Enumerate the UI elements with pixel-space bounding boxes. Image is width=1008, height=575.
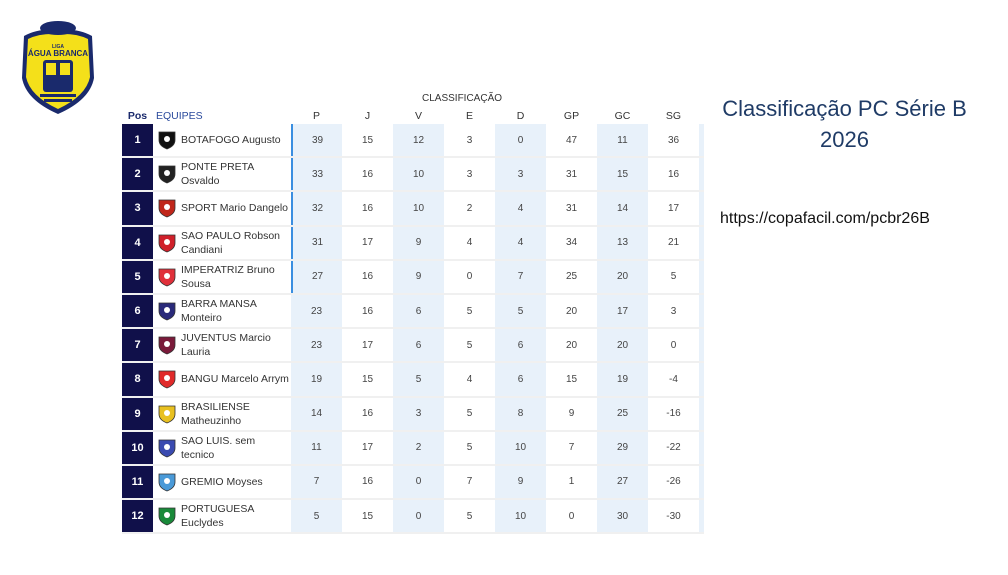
- overflow-column: [699, 363, 704, 395]
- v-cell: 6: [393, 295, 444, 327]
- d-cell: 4: [495, 192, 546, 224]
- gp-cell: 31: [565, 202, 578, 214]
- gc-cell: 30: [597, 500, 648, 532]
- header-sg: SG: [665, 110, 682, 122]
- v-cell: 3: [393, 398, 444, 430]
- table-row[interactable]: [122, 398, 704, 432]
- sg-cell: 5: [670, 271, 677, 283]
- overflow-column: [699, 329, 704, 361]
- j-cell: 16: [361, 305, 374, 317]
- p-cell: 39: [291, 124, 342, 156]
- team-cell: [153, 398, 291, 430]
- e-cell: 5: [466, 442, 473, 454]
- gc-cell: 19: [597, 363, 648, 395]
- overflow-column: [699, 466, 704, 498]
- team-crest-icon: [157, 233, 177, 253]
- position-cell: 1: [122, 124, 153, 156]
- table-row[interactable]: [122, 329, 704, 363]
- gp-cell: 47: [565, 134, 578, 146]
- gp-cell: 1: [568, 476, 575, 488]
- j-cell: 17: [361, 442, 374, 454]
- header-j: J: [364, 110, 371, 122]
- team-name: SAO PAULO Robson Candiani: [181, 229, 281, 256]
- team-name: JUVENTUS Marcio Lauria: [181, 332, 271, 359]
- j-cell: 17: [361, 237, 374, 249]
- j-cell: 16: [361, 408, 374, 420]
- position-cell: 7: [122, 329, 153, 361]
- team-cell: [153, 227, 291, 259]
- liga-agua-branca-logo: [18, 18, 98, 116]
- v-cell: 5: [393, 363, 444, 395]
- table-row[interactable]: [122, 432, 704, 466]
- url-link[interactable]: https://copafacil.com/pcbr26B: [720, 210, 930, 227]
- table-row[interactable]: [122, 500, 704, 534]
- e-cell: 5: [466, 510, 473, 522]
- gp-cell: 0: [568, 510, 575, 522]
- gc-cell: 20: [597, 329, 648, 361]
- overflow-column: [699, 158, 704, 190]
- table-row[interactable]: [122, 227, 704, 261]
- team-cell: [153, 124, 291, 156]
- gc-cell: 29: [597, 432, 648, 464]
- v-cell: 0: [393, 466, 444, 498]
- team-crest-icon: [157, 335, 177, 355]
- header-d: D: [516, 110, 525, 122]
- gc-cell: 25: [597, 398, 648, 430]
- gc-cell: 20: [597, 261, 648, 293]
- sg-cell: 21: [667, 237, 680, 249]
- p-cell: 19: [291, 363, 342, 395]
- overflow-column: [699, 500, 704, 532]
- position-cell: 2: [122, 158, 153, 190]
- d-cell: 3: [495, 158, 546, 190]
- team-cell: [153, 432, 291, 464]
- position-cell: 8: [122, 363, 153, 395]
- j-cell: 16: [361, 271, 374, 283]
- gp-cell: 7: [568, 442, 575, 454]
- table-row[interactable]: [122, 124, 704, 158]
- gp-cell: 34: [565, 237, 578, 249]
- header-v: V: [414, 110, 422, 122]
- header-team: EQUIPES: [156, 110, 203, 122]
- v-cell: 0: [393, 500, 444, 532]
- header-e: E: [465, 110, 473, 122]
- position-cell: 12: [122, 500, 153, 532]
- team-name: BRASILIENSE Matheuzinho: [181, 400, 250, 427]
- team-cell: [153, 192, 291, 224]
- v-cell: 10: [393, 192, 444, 224]
- team-name: PONTE PRETA Osvaldo: [181, 161, 254, 188]
- standings-rows: [122, 124, 704, 534]
- v-cell: 6: [393, 329, 444, 361]
- team-cell: [153, 500, 291, 532]
- table-row[interactable]: [122, 295, 704, 329]
- gc-cell: 14: [597, 192, 648, 224]
- team-name: BARRA MANSA Monteiro: [181, 298, 257, 325]
- team-name: IMPERATRIZ Bruno Sousa: [181, 263, 275, 290]
- team-crest-icon: [157, 164, 177, 184]
- gc-cell: 11: [597, 124, 648, 156]
- d-cell: 10: [495, 500, 546, 532]
- p-cell: 23: [291, 329, 342, 361]
- j-cell: 15: [361, 510, 374, 522]
- team-crest-icon: [157, 369, 177, 389]
- sg-cell: 17: [667, 202, 680, 214]
- overflow-column: [699, 295, 704, 327]
- team-crest-icon: [157, 472, 177, 492]
- gc-cell: 13: [597, 227, 648, 259]
- p-cell: 7: [291, 466, 342, 498]
- overflow-column: [699, 261, 704, 293]
- overflow-column: [699, 192, 704, 224]
- j-cell: 15: [361, 373, 374, 385]
- gc-cell: 15: [597, 158, 648, 190]
- team-cell: [153, 329, 291, 361]
- team-crest-icon: [157, 198, 177, 218]
- team-name: PORTUGUESA Euclydes: [181, 503, 254, 530]
- e-cell: 5: [466, 408, 473, 420]
- e-cell: 2: [466, 202, 473, 214]
- gp-cell: 15: [565, 373, 578, 385]
- gp-cell: 25: [565, 271, 578, 283]
- v-cell: 2: [393, 432, 444, 464]
- team-name: GREMIO Moyses: [181, 475, 263, 488]
- sg-cell: -16: [666, 408, 681, 420]
- j-cell: 16: [361, 168, 374, 180]
- table-title: CLASSIFICAÇÃO: [422, 93, 503, 104]
- position-cell: 4: [122, 227, 153, 259]
- d-cell: 6: [495, 363, 546, 395]
- team-crest-icon: [157, 506, 177, 526]
- p-cell: 33: [291, 158, 342, 190]
- header-gp: GP: [563, 110, 580, 122]
- overflow-column: [699, 398, 704, 430]
- p-cell: 27: [291, 261, 342, 293]
- gp-cell: 31: [565, 168, 578, 180]
- header-p: P: [312, 110, 320, 122]
- team-name: SPORT Mario Dangelo: [181, 202, 288, 215]
- team-cell: [153, 363, 291, 395]
- overflow-column: [699, 227, 704, 259]
- sg-cell: 36: [667, 134, 680, 146]
- table-row[interactable]: [122, 158, 704, 192]
- header-pos: Pos: [127, 110, 148, 122]
- page-title: [712, 93, 977, 155]
- gp-cell: 9: [568, 408, 575, 420]
- e-cell: 5: [466, 339, 473, 351]
- team-crest-icon: [157, 267, 177, 287]
- title-line-2: 2026: [820, 127, 869, 152]
- sg-cell: -4: [669, 373, 678, 385]
- title-line-1: Classificação PC Série B: [722, 96, 967, 121]
- j-cell: 17: [361, 339, 374, 351]
- v-cell: 9: [393, 227, 444, 259]
- table-row[interactable]: [122, 192, 704, 226]
- team-crest-icon: [157, 438, 177, 458]
- team-cell: [153, 158, 291, 190]
- gc-cell: 17: [597, 295, 648, 327]
- v-cell: 9: [393, 261, 444, 293]
- gp-cell: 20: [565, 339, 578, 351]
- team-name: SAO LUIS. sem tecnico: [181, 434, 256, 461]
- table-row[interactable]: [122, 466, 704, 500]
- position-cell: 11: [122, 466, 153, 498]
- position-cell: 3: [122, 192, 153, 224]
- table-row[interactable]: [122, 363, 704, 397]
- position-cell: 6: [122, 295, 153, 327]
- d-cell: 8: [495, 398, 546, 430]
- e-cell: 4: [466, 237, 473, 249]
- team-cell: [153, 261, 291, 293]
- p-cell: 32: [291, 192, 342, 224]
- e-cell: 3: [466, 134, 473, 146]
- d-cell: 9: [495, 466, 546, 498]
- e-cell: 7: [466, 476, 473, 488]
- sg-cell: 0: [670, 339, 677, 351]
- table-row[interactable]: [122, 261, 704, 295]
- sg-cell: 16: [667, 168, 680, 180]
- e-cell: 5: [466, 305, 473, 317]
- sg-cell: -26: [666, 476, 681, 488]
- d-cell: 6: [495, 329, 546, 361]
- position-cell: 10: [122, 432, 153, 464]
- e-cell: 0: [466, 271, 473, 283]
- position-cell: 9: [122, 398, 153, 430]
- d-cell: 10: [495, 432, 546, 464]
- team-name: BOTAFOGO Augusto: [181, 134, 281, 147]
- team-crest-icon: [157, 130, 177, 150]
- v-cell: 12: [393, 124, 444, 156]
- sg-cell: -30: [666, 510, 681, 522]
- header-gc: GC: [614, 110, 631, 122]
- team-crest-icon: [157, 404, 177, 424]
- gc-cell: 27: [597, 466, 648, 498]
- j-cell: 16: [361, 202, 374, 214]
- p-cell: 14: [291, 398, 342, 430]
- gp-cell: 20: [565, 305, 578, 317]
- sg-cell: -22: [666, 442, 681, 454]
- p-cell: 11: [291, 432, 342, 464]
- p-cell: 31: [291, 227, 342, 259]
- svg-text:ÁGUA BRANCA: ÁGUA BRANCA: [27, 49, 89, 58]
- team-cell: [153, 295, 291, 327]
- overflow-column: [699, 124, 704, 156]
- svg-text:LIGA: LIGA: [52, 44, 64, 50]
- team-name: BANGU Marcelo Arrym: [181, 373, 289, 386]
- v-cell: 10: [393, 158, 444, 190]
- team-cell: [153, 466, 291, 498]
- d-cell: 5: [495, 295, 546, 327]
- d-cell: 7: [495, 261, 546, 293]
- sg-cell: 3: [670, 305, 677, 317]
- d-cell: 0: [495, 124, 546, 156]
- overflow-column: [699, 432, 704, 464]
- position-cell: 5: [122, 261, 153, 293]
- j-cell: 16: [361, 476, 374, 488]
- d-cell: 4: [495, 227, 546, 259]
- e-cell: 3: [466, 168, 473, 180]
- p-cell: 5: [291, 500, 342, 532]
- j-cell: 15: [361, 134, 374, 146]
- e-cell: 4: [466, 373, 473, 385]
- team-crest-icon: [157, 301, 177, 321]
- p-cell: 23: [291, 295, 342, 327]
- table-header: [122, 110, 699, 124]
